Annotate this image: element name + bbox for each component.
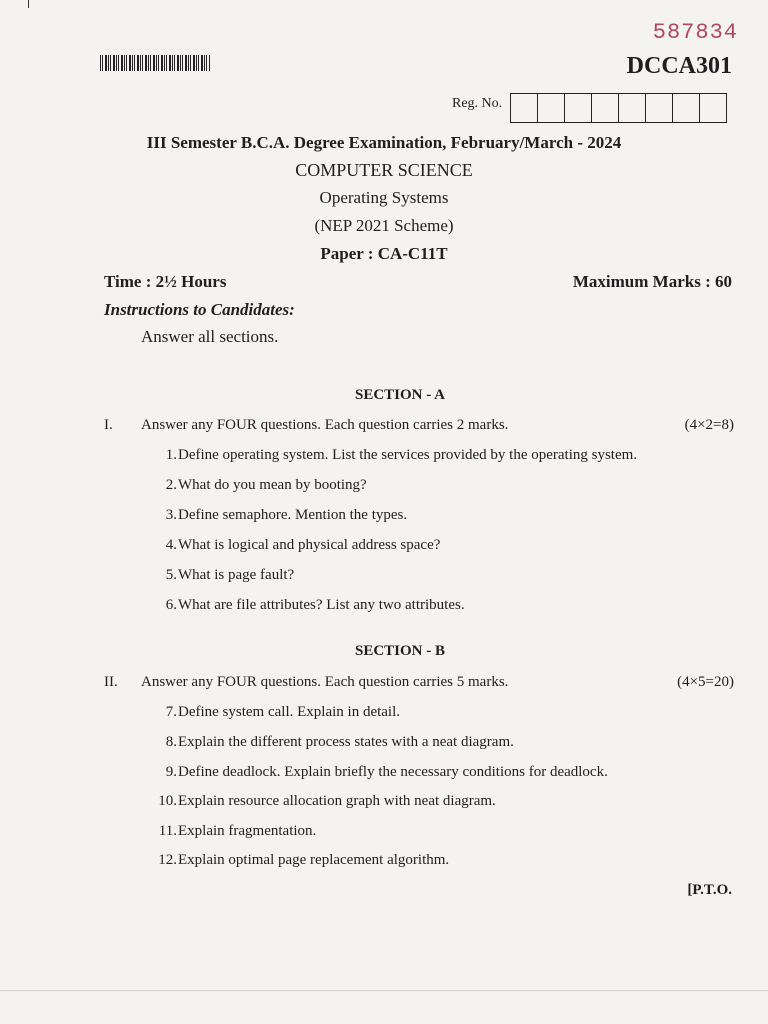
question-item [140,704,740,721]
question-item [140,734,740,751]
subject-title: COMPUTER SCIENCE [295,160,473,180]
question-number: 12. [158,852,177,868]
paper-title: Paper : CA-C11T [320,244,448,263]
question-text: Define semaphore. Mention the types. [178,507,408,523]
scan-mark [28,0,29,8]
section-b-title: SECTION - B [354,643,446,659]
question-text: Define operating system. List the services provided by the operating system. [178,447,638,463]
reg-box [511,94,538,122]
question-item [140,764,740,781]
paper-code: DCCA301 [626,53,732,79]
section-a-roman: I. [104,417,113,433]
serial-number: 587834 [652,20,738,45]
instructions-heading: Instructions to Candidates: [104,300,295,319]
question-number: 11. [158,823,177,839]
question-number: 9. [165,764,177,780]
exam-title: III Semester B.C.A. Degree Examination, February/March - 2024 [146,133,622,152]
question-text: Define system call. Explain in detail. [178,704,401,720]
question-number: 8. [165,734,177,750]
reg-box [646,94,673,122]
section-a-instruction: Answer any FOUR questions. Each question carries 2 marks. [141,417,509,433]
course-title: Operating Systems [319,188,449,207]
question-item [140,567,740,584]
question-text: Explain the different process states with a neat diagram. [178,734,514,750]
page-edge [0,990,768,991]
question-text: Explain optimal page replacement algorithm. [178,852,450,868]
reg-box [673,94,700,122]
pto-label: [P.T.O. [687,882,732,898]
question-text: Explain fragmentation. [178,823,317,839]
question-number: 7. [165,704,177,720]
section-a-title: SECTION - A [354,387,446,403]
question-number: 6. [165,597,177,613]
question-number: 2. [165,477,177,493]
question-number: 1. [165,447,177,463]
question-item [140,852,740,869]
section-b-marks: (4×5=20) [677,674,734,690]
barcode [100,55,210,71]
question-item [140,477,740,494]
reg-box [619,94,646,122]
reg-box [538,94,565,122]
question-item [140,537,740,554]
section-b-instruction: Answer any FOUR questions. Each question carries 5 marks. [141,674,509,690]
max-marks-label: Maximum Marks : 60 [572,272,732,291]
question-item [140,507,740,524]
reg-box [592,94,619,122]
section-a-marks: (4×2=8) [684,417,734,433]
question-number: 10. [158,793,177,809]
question-text: What is logical and physical address space? [178,537,441,553]
question-number: 4. [165,537,177,553]
question-text: Explain resource allocation graph with neat diagram. [178,793,496,809]
question-text: What are file attributes? List any two attributes. [178,597,465,613]
reg-box [565,94,592,122]
question-text: Define deadlock. Explain briefly the necessary conditions for deadlock. [178,764,608,780]
question-item [140,447,740,464]
question-number: 3. [165,507,177,523]
instruction-text: Answer all sections. [141,327,279,346]
question-text: What do you mean by booting? [178,477,367,493]
question-number: 5. [165,567,177,583]
question-item [140,793,740,810]
question-item [140,597,740,614]
reg-label: Reg. No. [452,96,503,111]
reg-number-boxes [510,93,727,123]
time-label: Time : 2½ Hours [104,272,227,291]
question-item [140,823,740,840]
section-b-roman: II. [104,674,118,690]
reg-box [700,94,726,122]
question-text: What is page fault? [178,567,295,583]
scheme-title: (NEP 2021 Scheme) [314,216,454,235]
